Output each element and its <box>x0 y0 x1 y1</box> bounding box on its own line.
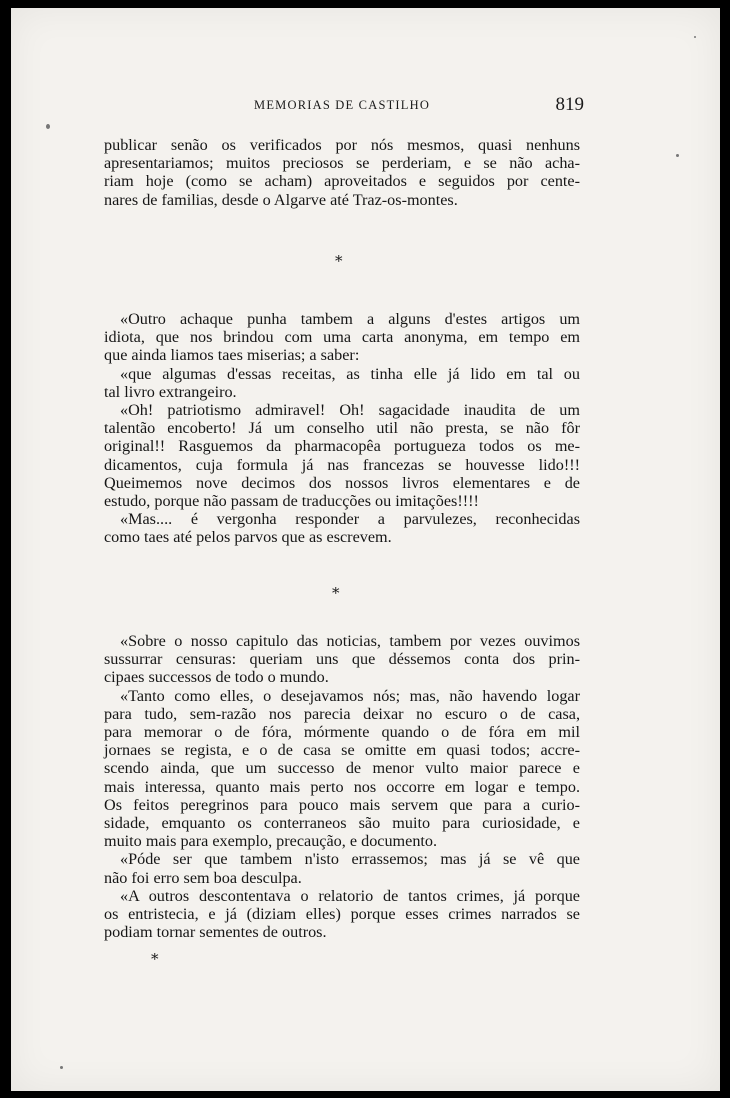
text-line: «Outro achaque punha tambem a alguns d'estes artigos um <box>120 310 580 328</box>
text-line: que ainda liamos taes miserias; a saber: <box>104 346 360 365</box>
text-line: podiam tornar sementes de outros. <box>104 923 327 942</box>
text-line: cipaes successos de todo o mundo. <box>104 668 329 687</box>
text-line: os entristecia, e já (diziam elles) porque esses crimes narrados se <box>104 905 580 924</box>
paragraph-block-1 <box>104 136 580 209</box>
text-line: sussurrar censuras: queriam uns que déssemos conta dos prin- <box>104 650 580 669</box>
text-line: não foi erro sem boa desculpa. <box>104 868 302 887</box>
scan-speck <box>60 1066 63 1069</box>
text-line: «Sobre o nosso capitulo das noticias, tambem por vezes ouvimos <box>120 632 580 650</box>
section-separator-asterisk: * <box>335 252 343 270</box>
text-line: publicar senão os verificados por nós mesmos, quasi nenhuns <box>104 136 580 154</box>
text-line: scendo ainda, que um successo de menor vulto maior parece e <box>104 759 580 778</box>
section-separator-asterisk: * <box>332 584 340 602</box>
text-line: talentão encoberto! Já um conselho util não presta, se não fôr <box>104 419 580 438</box>
text-line: para memorar o de fóra, mórmente quando o de fóra em mil <box>104 723 580 742</box>
text-line: Queimemos nove decimos dos nossos livros elementares e de <box>104 473 580 492</box>
text-line: «Oh! patriotismo admiravel! Oh! sagacidade inaudita de um <box>120 401 580 420</box>
page-number: 819 <box>555 94 584 115</box>
text-line: jornaes se regista, e o de casa se omitte em quasi todos; accre- <box>104 741 580 760</box>
text-line: Os feitos peregrinos para pouco mais servem que para a curio- <box>104 795 580 814</box>
text-line: original!! Rasguemos da pharmacopêa portugueza todos os me- <box>104 437 580 456</box>
text-line: idiota, que nos brindou com uma carta anonyma, em tempo em <box>104 328 580 347</box>
text-line: «Mas.... é vergonha responder a parvulezes, reconhecidas <box>120 510 580 529</box>
text-line: para tudo, sem-razão nos parecia deixar no escuro o de casa, <box>104 704 580 723</box>
scan-speck <box>676 154 679 157</box>
text-line: sidade, emquanto os conterraneos são muito para curiosidade, e <box>104 814 580 833</box>
text-line: tal livro extrangeiro. <box>104 382 237 401</box>
scan-speck <box>694 36 696 38</box>
text-line: estudo, porque não passam de traducções ou imitações!!!! <box>104 492 479 511</box>
scan-speck <box>46 124 50 129</box>
text-line: nares de familias, desde o Algarve até Traz-os-montes. <box>104 190 458 209</box>
text-line: «A outros descontentava o relatorio de tantos crimes, já porque <box>120 886 580 905</box>
text-line: «que algumas d'essas receitas, as tinha elle já lido em tal ou <box>120 364 580 383</box>
paragraph-block-2 <box>104 310 580 547</box>
text-line: «Tanto como elles, o desejavamos nós; mas, não havendo logar <box>120 686 580 705</box>
text-line: apresentariamos; muitos preciosos se perderiam, e se não acha- <box>104 154 580 173</box>
paragraph-block-3 <box>104 632 580 941</box>
text-line: «Póde ser que tambem n'isto errassemos; mas já se vê que <box>120 850 580 869</box>
section-separator-asterisk: * <box>151 950 159 968</box>
text-line: riam hoje (como se acham) aproveitados e seguidos por cente- <box>104 172 580 191</box>
text-line: mais interessa, quanto mais perto nos occorre em logar e tempo. <box>104 777 580 796</box>
page-header <box>254 94 584 118</box>
text-line: muito mais para exemplo, precaução, e documento. <box>104 832 438 851</box>
text-line: dicamentos, cuja formula já nas francezas se houvesse lido!!! <box>104 455 580 474</box>
text-line: como taes até pelos parvos que as escrevem. <box>104 528 392 547</box>
running-title: MEMORIAS DE CASTILHO <box>254 98 431 112</box>
